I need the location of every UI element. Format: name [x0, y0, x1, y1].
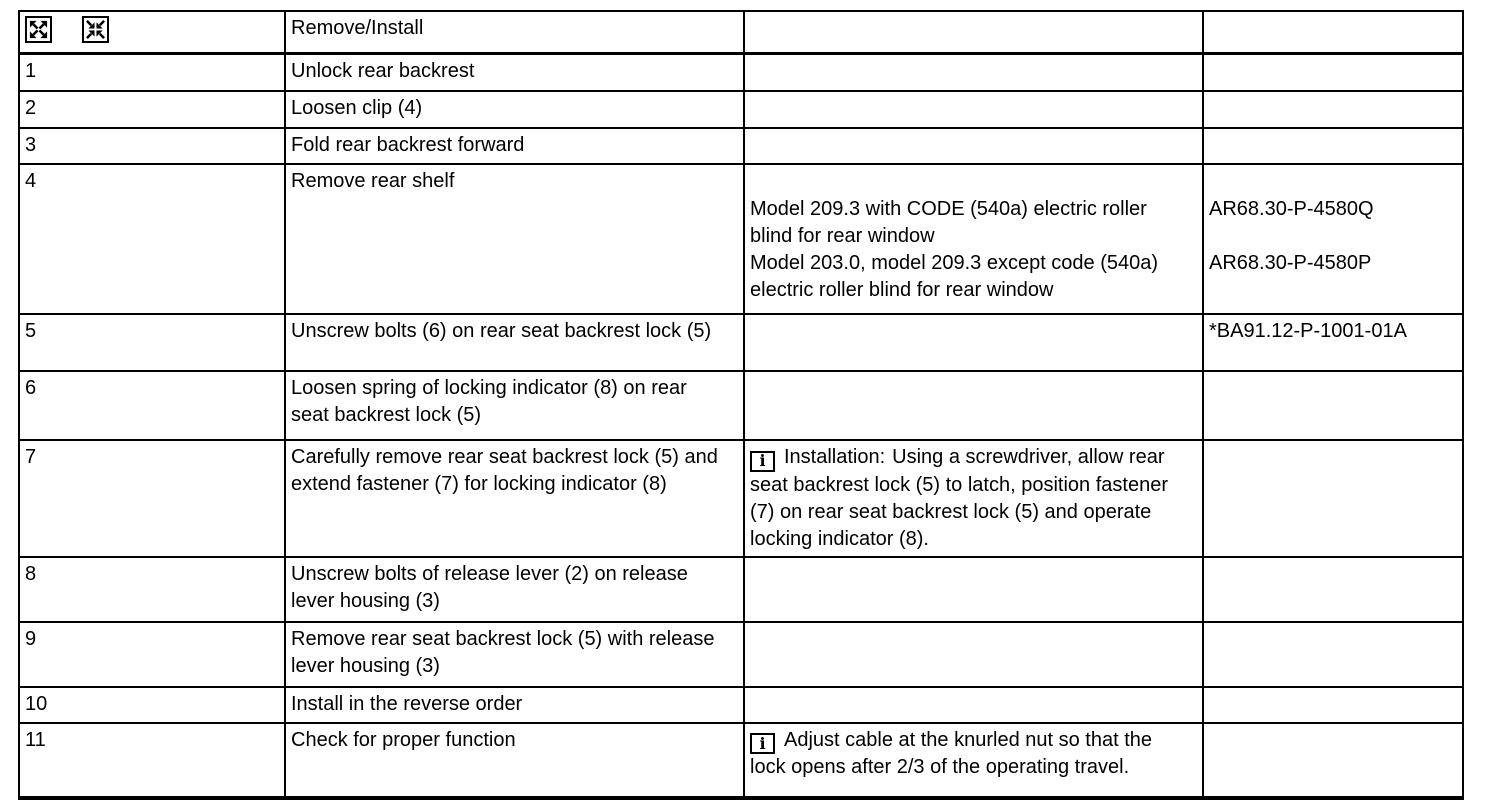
info-cell — [743, 315, 1202, 370]
step-number: 9 — [25, 627, 37, 650]
doc-cell — [1202, 165, 1462, 313]
collapse-all-icon[interactable] — [82, 16, 109, 43]
table-title: Remove/Install — [284, 12, 743, 52]
step-description: Carefully remove rear seat backrest lock (5) and extend fastener (7) for locking indicator (8) — [284, 441, 743, 556]
step-description: Check for proper function — [284, 724, 743, 796]
step-description: Remove rear shelf — [284, 165, 743, 313]
step-number: 8 — [25, 562, 37, 585]
table-header-row — [20, 12, 1462, 55]
step-number: 4 — [25, 170, 37, 192]
info-cell — [743, 558, 1202, 621]
header-icons-cell — [20, 12, 284, 52]
step-description: Unlock rear backrest — [284, 55, 743, 90]
note-text: Using a screwdriver, allow rear seat backrest lock (5) to latch, position fastener (7) on rear seat backrest lock (5) and operate locking indicator (8). — [750, 446, 1168, 550]
doc-cell — [1202, 372, 1462, 439]
info-cell — [743, 55, 1202, 90]
step-number: 10 — [25, 692, 48, 715]
installation-note — [750, 444, 1182, 553]
table-row — [20, 623, 1462, 688]
table-row — [20, 129, 1462, 165]
step-number: 7 — [25, 446, 37, 468]
doc-cell — [1202, 558, 1462, 621]
table-row — [20, 558, 1462, 623]
table-row — [20, 441, 1462, 558]
info-icon: i — [750, 451, 775, 472]
step-description: Unscrew bolts of release lever (2) on release lever housing (3) — [284, 558, 743, 621]
step-description: Loosen clip (4) — [284, 92, 743, 127]
doc-cell — [1202, 315, 1462, 370]
step-number: 3 — [25, 134, 37, 156]
step-description: Unscrew bolts (6) on rear seat backrest lock (5) — [284, 315, 743, 370]
table-row — [20, 724, 1462, 796]
step-number: 1 — [25, 60, 37, 82]
step-description: Remove rear seat backrest lock (5) with release lever housing (3) — [284, 623, 743, 686]
note-label: Installation: — [784, 446, 886, 468]
doc-cell — [1202, 129, 1462, 163]
step-description: Install in the reverse order — [284, 688, 743, 722]
table-row — [20, 165, 1462, 315]
info-cell — [743, 623, 1202, 686]
table-row — [20, 315, 1462, 372]
info-cell — [743, 688, 1202, 722]
model-condition: Model 203.0, model 209.3 except code (540a) electric roller blind for rear window — [750, 252, 1159, 301]
doc-cell — [1202, 724, 1462, 796]
info-cell — [743, 724, 1202, 796]
table-row — [20, 688, 1462, 724]
document-reference-link[interactable]: AR68.30-P-4580Q — [1209, 198, 1374, 220]
info-cell — [743, 129, 1202, 163]
info-cell — [743, 12, 1202, 52]
table-row — [20, 92, 1462, 129]
info-cell — [743, 372, 1202, 439]
doc-cell — [1202, 441, 1462, 556]
step-number: 6 — [25, 377, 37, 399]
step-number: 2 — [25, 97, 37, 119]
doc-cell — [1202, 623, 1462, 686]
model-condition: Model 209.3 with CODE (540a) electric roller blind for rear window — [750, 198, 1147, 247]
document-reference-link[interactable]: *BA91.12-P-1001-01A — [1209, 320, 1407, 342]
doc-cell — [1202, 688, 1462, 722]
remove-install-procedure-table — [18, 10, 1464, 800]
step-description: Loosen spring of locking indicator (8) on rear seat backrest lock (5) — [284, 372, 743, 439]
step-number: 11 — [25, 728, 46, 751]
step-number: 5 — [25, 320, 37, 342]
adjustment-note — [750, 727, 1182, 782]
doc-cell — [1202, 92, 1462, 127]
info-cell — [743, 92, 1202, 127]
doc-cell — [1202, 55, 1462, 90]
info-icon: i — [750, 733, 775, 754]
table-row — [20, 372, 1462, 441]
document-reference-link[interactable]: AR68.30-P-4580P — [1209, 252, 1372, 274]
expand-all-icon[interactable] — [25, 16, 52, 43]
info-cell — [743, 165, 1202, 313]
step-description: Fold rear backrest forward — [284, 129, 743, 163]
info-cell — [743, 441, 1202, 556]
note-text: Adjust cable at the knurled nut so that the lock opens after 2/3 of the operating travel. — [750, 728, 1153, 778]
doc-cell — [1202, 12, 1462, 52]
table-row — [20, 55, 1462, 92]
